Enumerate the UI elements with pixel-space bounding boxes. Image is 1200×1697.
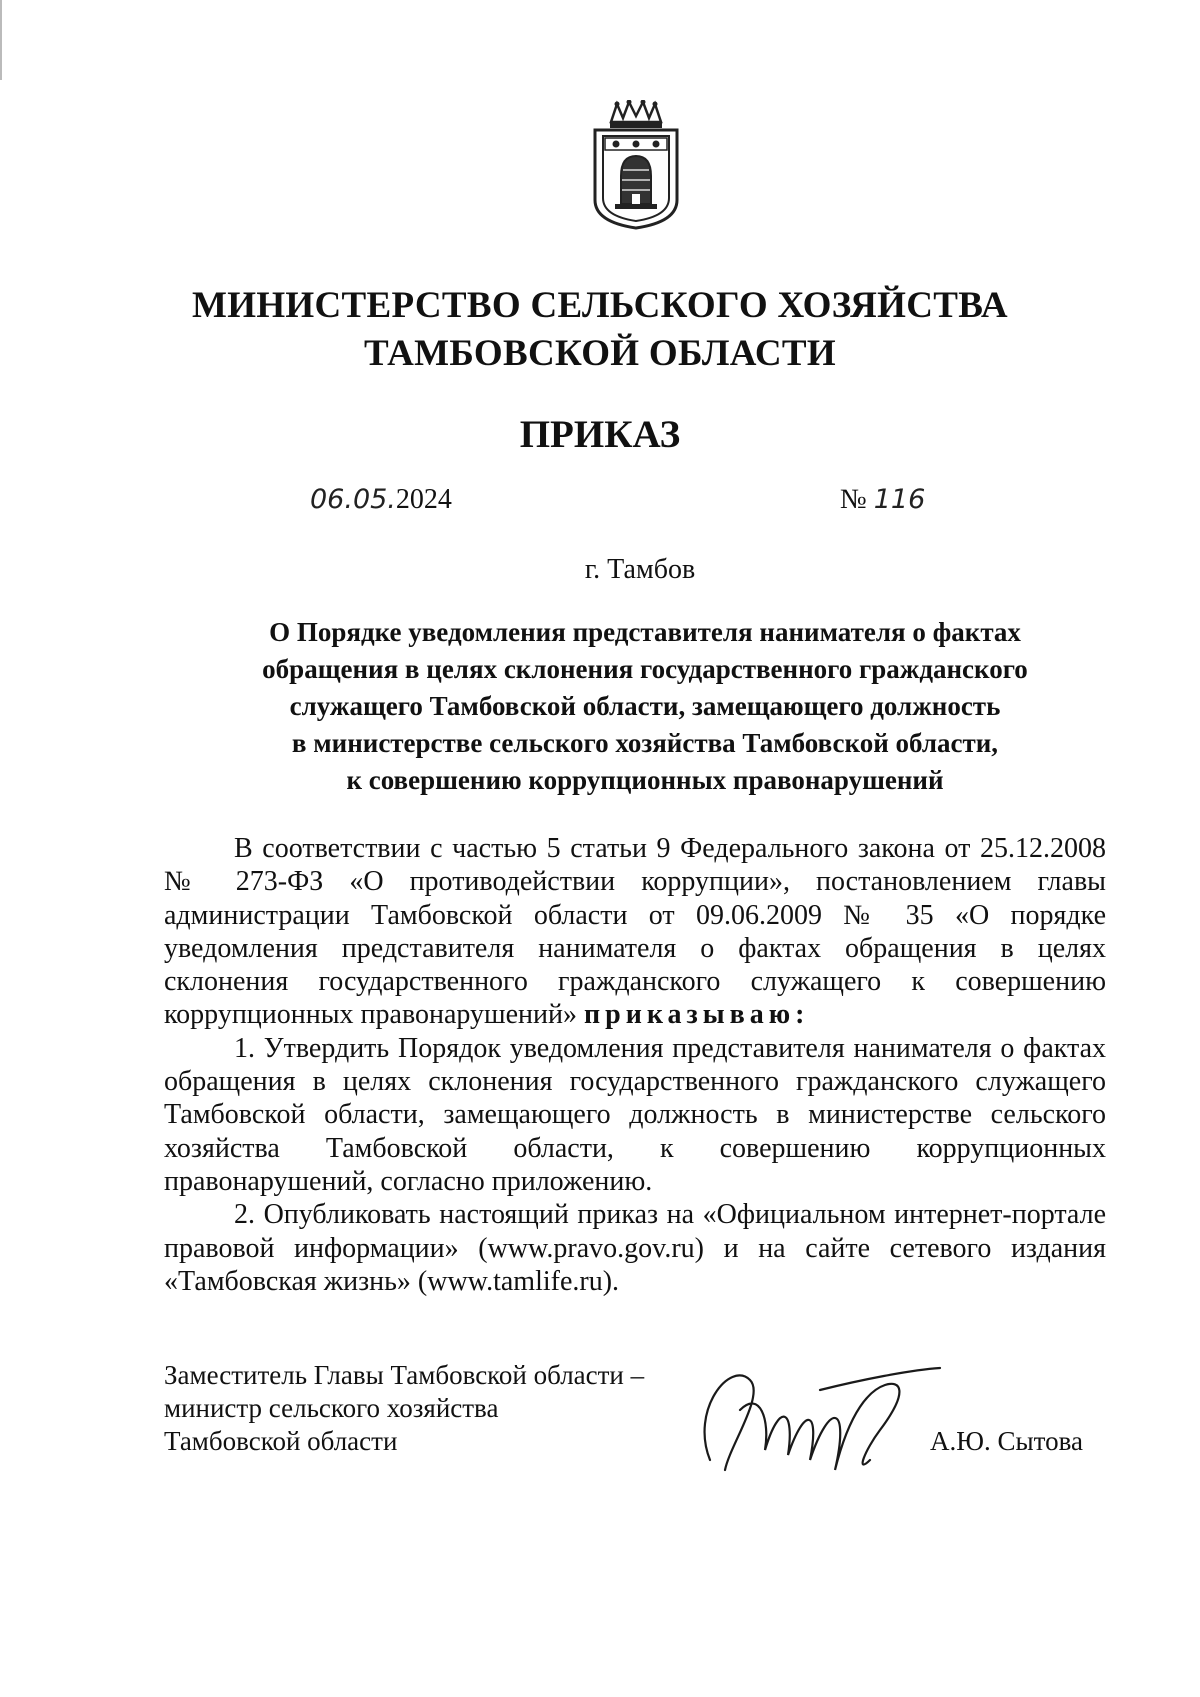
item-paragraph-1: 1. Утвердить Порядок уведомления представителя нанимателя о фактах обращения в целях склонения государственного гражданского служащего Тамбовской области, замещающего должность в министерстве сельского хозяйства Тамбовской области, к совершению коррупционных правонарушений, согласно приложению.	[164, 1032, 1106, 1197]
signatory-name: А.Ю. Сытова	[930, 1426, 1083, 1456]
document-type-title: ПРИКАЗ	[519, 413, 681, 456]
scan-edge	[0, 0, 2, 80]
order-word: приказываю	[583, 999, 796, 1031]
subject-line: обращения в целях склонения государственного гражданского	[262, 654, 1028, 684]
document-subject	[175, 614, 1115, 799]
city-line: г. Тамбов	[584, 554, 696, 585]
position-line: Заместитель Главы Тамбовской области –	[164, 1360, 645, 1390]
subject-line: О Порядке уведомления представителя нанимателя о фактах	[269, 617, 1021, 647]
document-number	[840, 482, 925, 518]
position-line: Тамбовской области	[164, 1426, 398, 1456]
subject-line: к совершению коррупционных правонарушений	[346, 765, 944, 795]
preamble-paragraph	[164, 832, 1106, 1032]
number-sign: №	[840, 484, 867, 515]
ministry-title-line2: ТАМБОВСКОЙ ОБЛАСТИ	[364, 333, 836, 374]
item-paragraph-2: 2. Опубликовать настоящий приказ на «Официальном интернет-портале правовой информации» (www.pravo.gov.ru) и на сайте сетевого издания «Тамбовская жизнь» (www.tamlife.ru).	[164, 1199, 1106, 1297]
document-body	[164, 832, 1106, 1298]
signatory-position	[164, 1359, 644, 1458]
ministry-header	[0, 282, 1200, 378]
document-date	[310, 482, 452, 518]
ministry-title-line1: МИНИСТЕРСТВО СЕЛЬСКОГО ХОЗЯЙСТВА	[192, 285, 1008, 326]
preamble-text: В соответствии с частью 5 статьи 9 Федерального закона от 25.12.2008 № 273-ФЗ «О противодействии коррупции», постановлением главы администрации Тамбовской области от 09.06.2009 № 35 «О порядке уведомления представителя нанимателя о фактах обращения в целях склонения государственного гражданского служащего к совершению коррупционных правонарушений»	[164, 833, 1106, 1031]
coat-of-arms-icon	[583, 100, 689, 230]
date-year: 2024	[395, 484, 452, 515]
date-handwritten: 06.05.	[310, 484, 396, 515]
order-colon: :	[795, 999, 805, 1031]
subject-line: в министерстве сельского хозяйства Тамбовской области,	[291, 728, 999, 758]
position-line: министр сельского хозяйства	[164, 1393, 499, 1423]
subject-line: служащего Тамбовской области, замещающего должность	[289, 691, 1001, 721]
number-handwritten: 116	[873, 484, 926, 515]
handwritten-signature	[670, 1350, 970, 1480]
